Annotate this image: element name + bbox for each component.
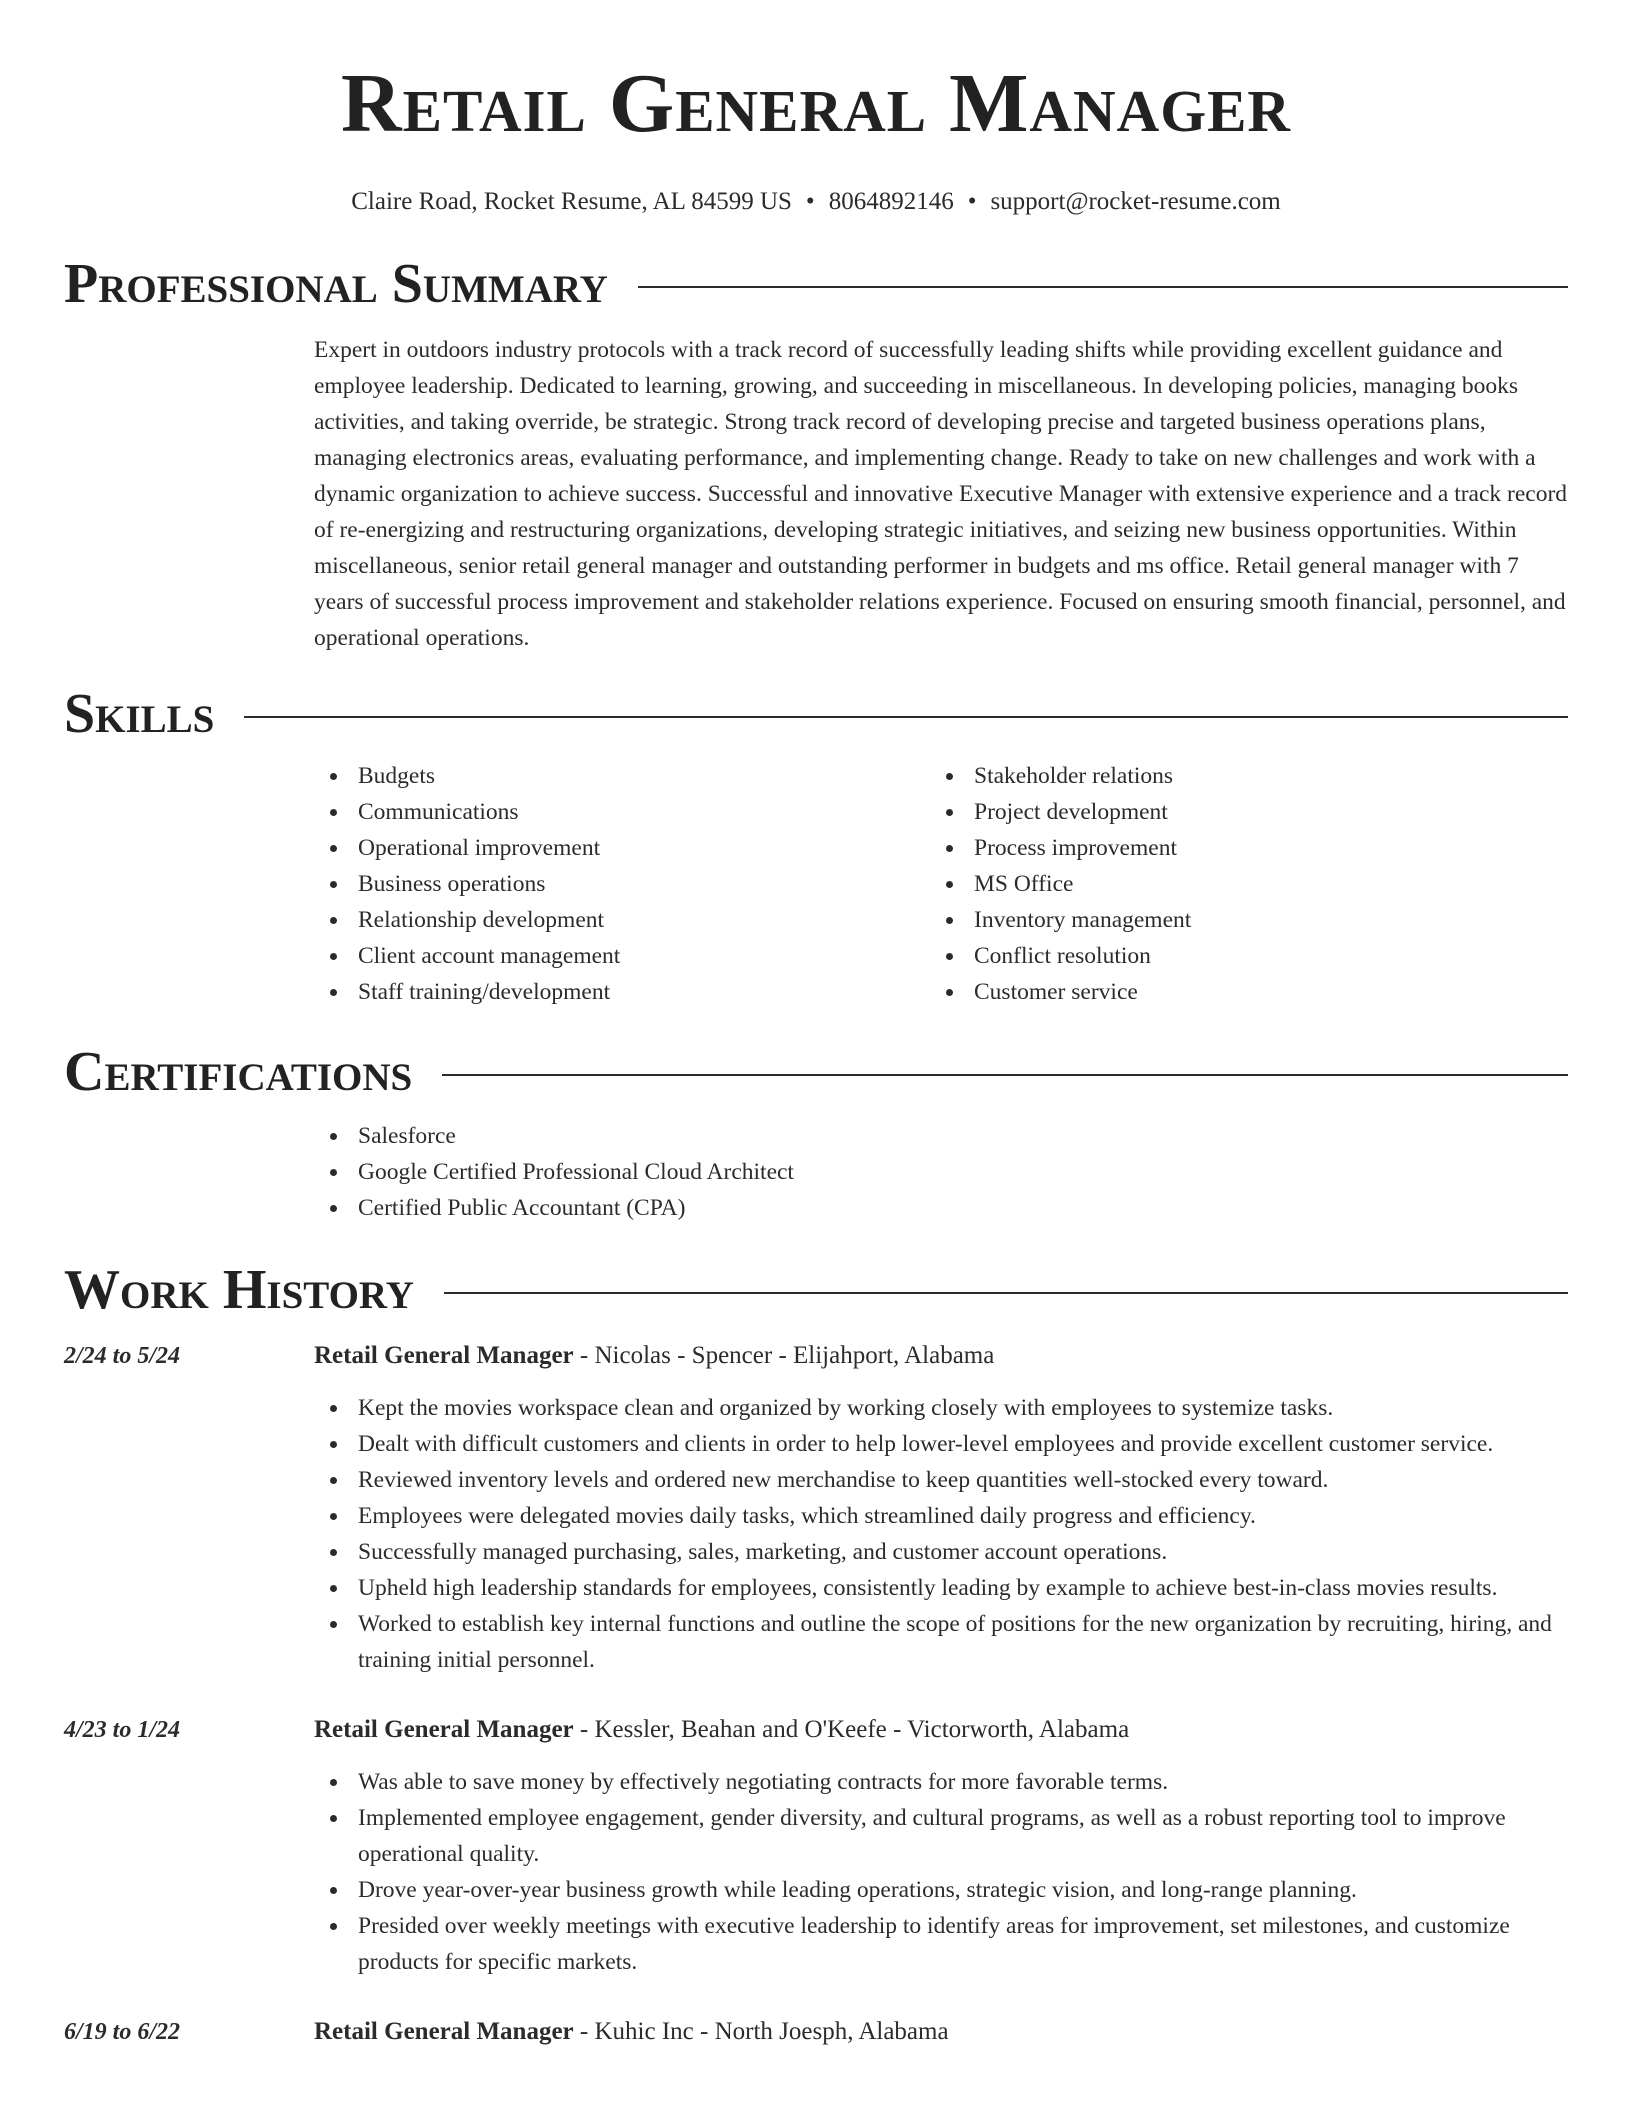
job-body bbox=[314, 1712, 1568, 1980]
skill-item: Relationship development bbox=[314, 902, 930, 938]
job-body bbox=[314, 2014, 1568, 2050]
skill-item: Conflict resolution bbox=[930, 938, 1546, 974]
job-employer-location: - Kessler, Beahan and O'Keefe - Victorworth, Alabama bbox=[573, 1716, 1130, 1743]
job-duties-list bbox=[314, 1390, 1568, 1678]
contact-address: Claire Road, Rocket Resume, AL 84599 US bbox=[351, 188, 792, 215]
job-duty: Reviewed inventory levels and ordered new merchandise to keep quantities well-stocked every toward. bbox=[314, 1462, 1568, 1498]
job-title-line bbox=[314, 1712, 1568, 1748]
skill-item: Process improvement bbox=[930, 830, 1546, 866]
skill-item: Client account management bbox=[314, 938, 930, 974]
summary-section-title: Professional Summary bbox=[64, 253, 608, 315]
summary-section-header bbox=[64, 253, 1568, 315]
job-dates: 2/24 to 5/24 bbox=[64, 1343, 181, 1369]
job-duty: Was able to save money by effectively negotiating contracts for more favorable terms. bbox=[314, 1764, 1568, 1800]
job-employer-location: - Nicolas - Spencer - Elijahport, Alabama bbox=[573, 1342, 995, 1369]
job-dates: 4/23 to 1/24 bbox=[64, 1717, 181, 1743]
job-duty: Successfully managed purchasing, sales, marketing, and customer account operations. bbox=[314, 1534, 1568, 1570]
job-title-line bbox=[314, 1338, 1568, 1374]
skill-item: Staff training/development bbox=[314, 974, 930, 1010]
job-duty: Employees were delegated movies daily tasks, which streamlined daily progress and efficiency. bbox=[314, 1498, 1568, 1534]
section-divider bbox=[244, 716, 1568, 718]
contact-separator: • bbox=[805, 188, 815, 215]
skill-item: Stakeholder relations bbox=[930, 758, 1546, 794]
summary-text: Expert in outdoors industry protocols with a track record of successfully leading shifts while providing excellent guidance and employee leadership. Dedicated to learning, growing, and succeeding in miscellaneous. In developing policies, managing books activities, and taking override, be strategic. Strong track record of developing precise and targeted business operations plans, managing electronics areas, evaluating performance, and implementing change. Ready to take on new challenges and work with a dynamic organization to achieve success. Successful and innovative Executive Manager with extensive experience and a track record of re-energizing and restructuring organizations, developing strategic initiatives, and seizing new business opportunities. Within miscellaneous, senior retail general manager and outstanding performer in budgets and ms office. Retail general manager with 7 years of successful process improvement and stakeholder relations experience. Focused on ensuring smooth financial, personnel, and operational operations. bbox=[314, 337, 1568, 651]
job-duty: Upheld high leadership standards for employees, consistently leading by example to achieve best-in-class movies results. bbox=[314, 1570, 1568, 1606]
job-body bbox=[314, 1338, 1568, 1678]
job-duty: Kept the movies workspace clean and organized by working closely with employees to systemize tasks. bbox=[314, 1390, 1568, 1426]
section-divider bbox=[442, 1074, 1568, 1076]
job-duty: Implemented employee engagement, gender diversity, and cultural programs, as well as a robust reporting tool to improve operational quality. bbox=[314, 1800, 1568, 1872]
work-section-header bbox=[64, 1259, 1568, 1321]
skill-item: MS Office bbox=[930, 866, 1546, 902]
job-duties-list bbox=[314, 1764, 1568, 1980]
job-duty: Drove year-over-year business growth while leading operations, strategic vision, and long-range planning. bbox=[314, 1872, 1568, 1908]
job-duty: Presided over weekly meetings with executive leadership to identify areas for improvement, set milestones, and customize products for specific markets. bbox=[314, 1908, 1568, 1980]
skills-column-right bbox=[930, 758, 1546, 1010]
work-section-title: Work History bbox=[64, 1259, 414, 1321]
job-employer-location: - Kuhic Inc - North Joesph, Alabama bbox=[573, 2018, 949, 2045]
skill-item: Business operations bbox=[314, 866, 930, 902]
section-divider bbox=[444, 1292, 1568, 1294]
skill-item: Inventory management bbox=[930, 902, 1546, 938]
contact-email: support@rocket-resume.com bbox=[990, 188, 1281, 215]
certification-item: Salesforce bbox=[314, 1118, 1568, 1154]
certifications-section-header bbox=[64, 1041, 1568, 1103]
skills-section-header bbox=[64, 683, 1568, 745]
skill-item: Communications bbox=[314, 794, 930, 830]
certifications-section-title: Certifications bbox=[64, 1041, 413, 1103]
certification-item: Certified Public Accountant (CPA) bbox=[314, 1190, 1568, 1226]
job-entry bbox=[64, 1712, 1568, 1980]
skill-item: Operational improvement bbox=[314, 830, 930, 866]
contact-separator: • bbox=[967, 188, 977, 215]
certifications-list bbox=[314, 1118, 1568, 1226]
skill-item: Project development bbox=[930, 794, 1546, 830]
skill-item: Customer service bbox=[930, 974, 1546, 1010]
job-entry bbox=[64, 2014, 1568, 2050]
job-role: Retail General Manager bbox=[314, 2018, 574, 2045]
job-duty: Worked to establish key internal functions and outline the scope of positions for the new organization by recruiting, hiring, and training initial personnel. bbox=[314, 1606, 1568, 1678]
skills-list bbox=[314, 758, 1568, 1010]
job-role: Retail General Manager bbox=[314, 1342, 574, 1369]
job-role: Retail General Manager bbox=[314, 1716, 574, 1743]
skill-item: Budgets bbox=[314, 758, 930, 794]
job-entry bbox=[64, 1338, 1568, 1678]
job-dates: 6/19 to 6/22 bbox=[64, 2019, 181, 2045]
contact-phone: 8064892146 bbox=[828, 188, 954, 215]
candidate-name: Retail General Manager bbox=[340, 57, 1292, 150]
job-duty: Dealt with difficult customers and clients in order to help lower-level employees and provide excellent customer service. bbox=[314, 1426, 1568, 1462]
skills-section-title: Skills bbox=[64, 683, 215, 745]
certification-item: Google Certified Professional Cloud Architect bbox=[314, 1154, 1568, 1190]
section-divider bbox=[638, 286, 1568, 288]
skills-column-left bbox=[314, 758, 930, 1010]
contact-line bbox=[64, 188, 1568, 216]
job-title-line bbox=[314, 2014, 1568, 2050]
